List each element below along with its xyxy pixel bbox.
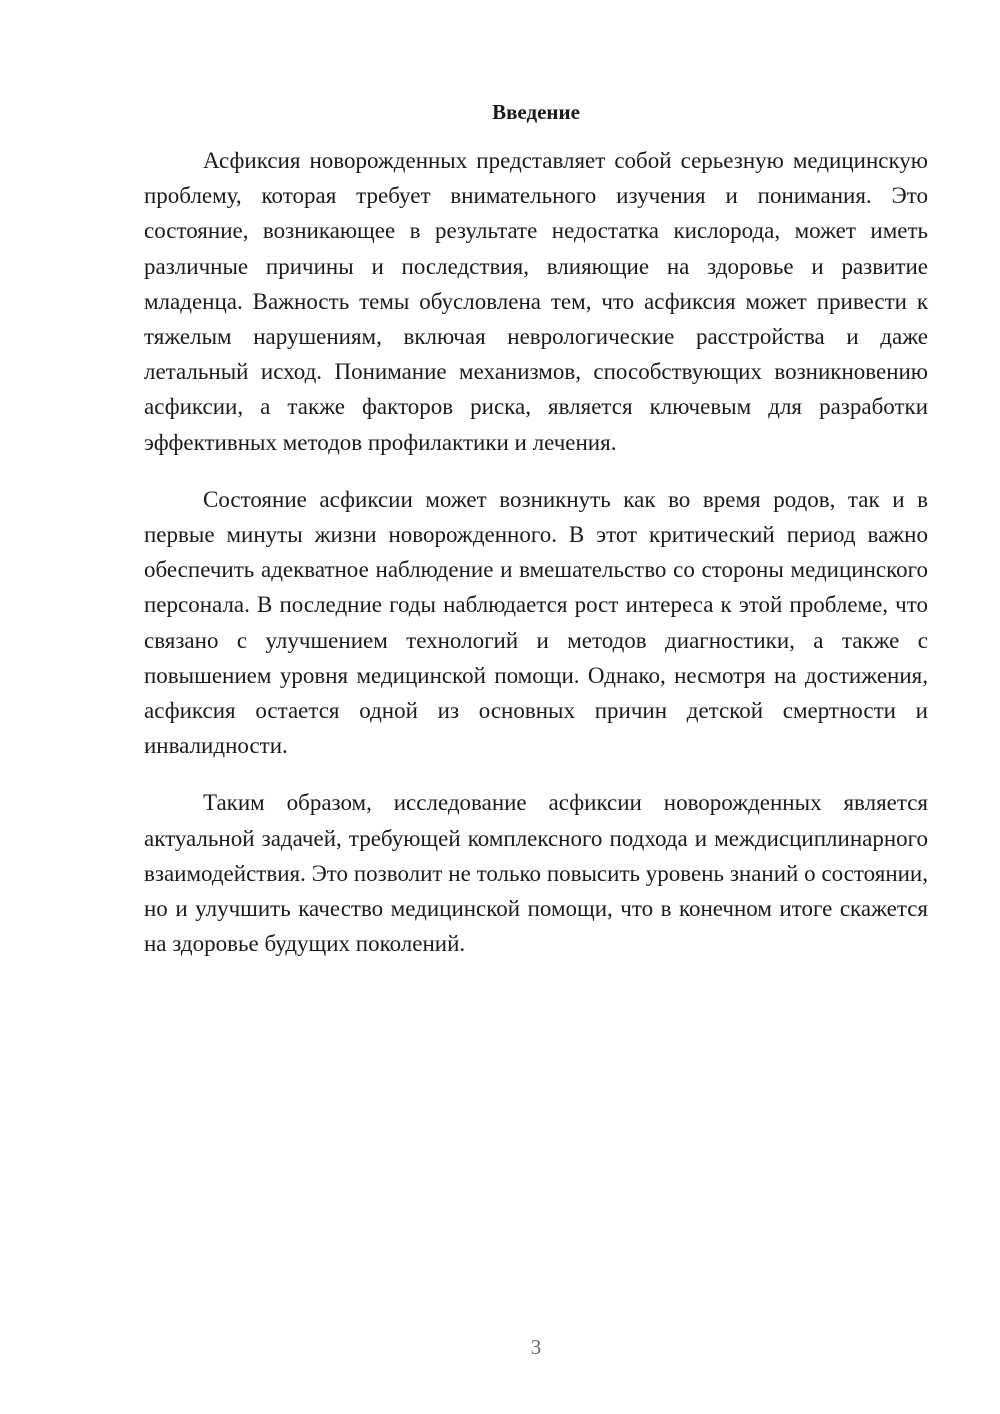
paragraph-2: Состояние асфиксии может возникнуть как во время родов, так и в первые минуты жизни новорожденного. В этот критический период важно обеспечить адекватное наблюдение и вмешательство со стороны медицинского персонала. В последние годы наблюдается рост интереса к этой проблеме, что связано с улучшением технологий и методов диагностики, а также с повышением уровня медицинской помощи. Однако, несмотря на достижения, асфиксия остается одной из основных причин детской смертности и инвалидности.	[144, 486, 928, 759]
section-heading: Введение	[492, 100, 580, 124]
body-text	[144, 143, 928, 983]
paragraph-1: Асфиксия новорожденных представляет собой серьезную медицинскую проблему, которая требует внимательного изучения и понимания. Это состояние, возникающее в результате недостатка кислорода, может иметь различные причины и последствия, влияющие на здоровье и развитие младенца. Важность темы обусловлена тем, что асфиксия может привести к тяжелым нарушениям, включая неврологические расстройства и даже летальный исход. Понимание механизмов, способствующих возникновению асфиксии, а также факторов риска, является ключевым для разработки эффективных методов профилактики и лечения.	[144, 148, 928, 455]
page-number: 3	[530, 1335, 542, 1359]
paragraph-3: Таким образом, исследование асфиксии новорожденных является актуальной задачей, требующей комплексного подхода и междисциплинарного взаимодействия. Это позволит не только повысить уровень знаний о состоянии, но и улучшить качество медицинской помощи, что в конечном итоге скажется на здоровье будущих поколений.	[144, 790, 928, 957]
